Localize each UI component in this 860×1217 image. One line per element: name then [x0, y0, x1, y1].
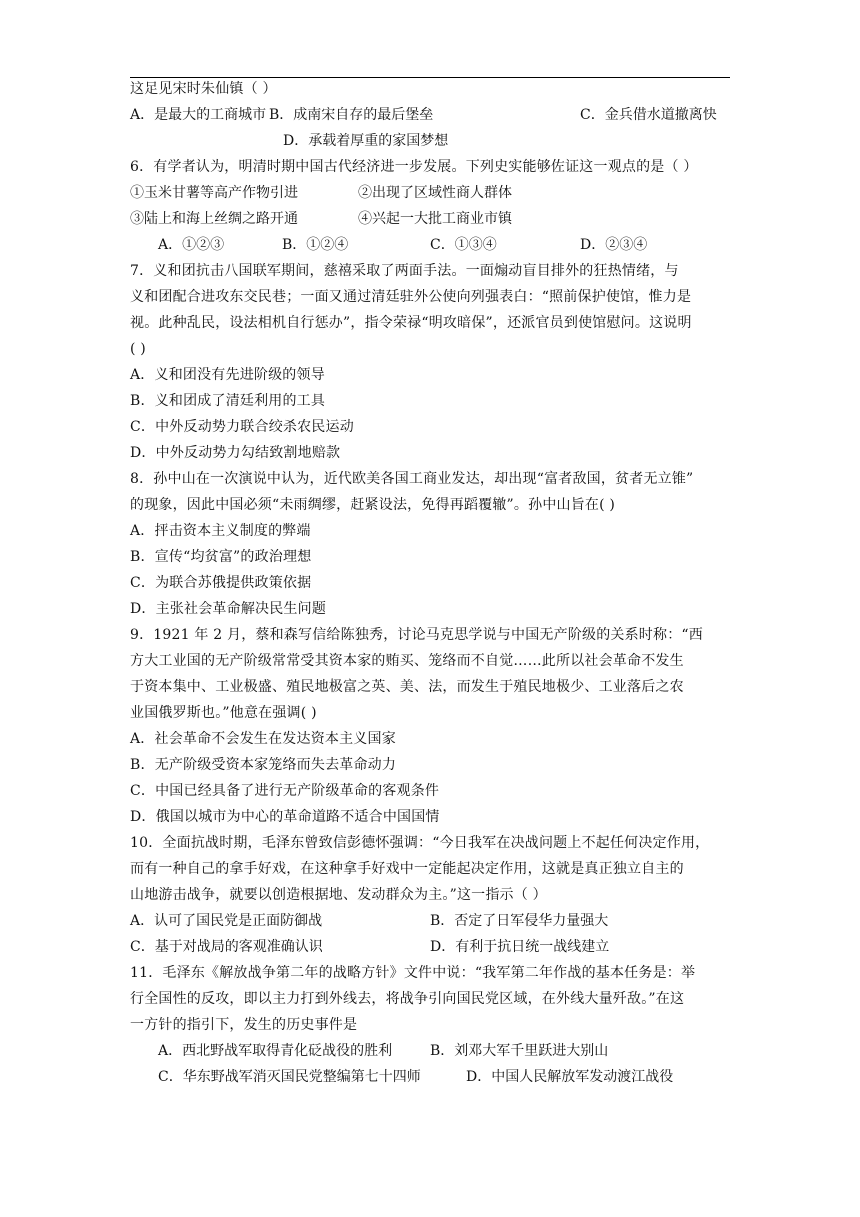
q9-stem-line-1: 9．1921 年 2 月，蔡和森写信给陈独秀，讨论马克思学说与中国无产阶级的关系时称：“西	[130, 627, 703, 643]
q6-item-2: ②出现了区域性商人群体	[358, 185, 512, 201]
q6-item-3: ③陆上和海上丝绸之路开通	[130, 211, 298, 227]
q6-item-4: ④兴起一大批工商业市镇	[358, 211, 512, 227]
q7-option-b: B．义和团成了清廷利用的工具	[130, 393, 326, 409]
q7-stem-line-3: 视。此种乱民，设法相机自行惩办”，指令荣禄“明攻暗保”，还派官员到使馆慰问。这说明	[130, 315, 692, 331]
q5-option-b: B．成南宋自存的最后堡垒	[269, 107, 434, 123]
q7-option-a: A．义和团没有先进阶级的领导	[130, 367, 325, 383]
q10-stem-line-2: 而有一种自己的拿手好戏，在这种拿手好戏中一定能起决定作用，这就是真正独立自主的	[130, 861, 684, 877]
q9-option-b: B．无产阶级受资本家笼络而失去革命动力	[130, 757, 397, 773]
q10-stem-line-3: 山地游击战争，就要以创造根据地、发动群众为主。”这一指示（ ）	[130, 887, 547, 903]
q9-option-a: A．社会革命不会发生在发达资本主义国家	[130, 731, 396, 747]
q10-option-c: C．基于对战局的客观准确认识	[130, 939, 323, 955]
q8-option-b: B．宣传“均贫富”的政治理想	[130, 549, 312, 565]
q6-option-c: C．①③④	[430, 237, 497, 253]
q11-option-c: C．华东野战军消灭国民党整编第七十四师	[158, 1069, 421, 1085]
q11-stem-line-2: 行全国性的反攻，即以主力打到外线去，将战争引向国民党区域，在外线大量歼敌。”在这	[130, 991, 685, 1007]
q11-option-b: B．刘邓大军千里跃进大别山	[430, 1043, 609, 1059]
q8-option-d: D．主张社会革命解决民生问题	[130, 601, 327, 617]
q8-option-a: A．抨击资本主义制度的弊端	[130, 523, 311, 539]
q8-stem-line-1: 8．孙中山在一次演说中认为，近代欧美各国工商业发达，却出现“富者敌国，贫者无立锥”	[130, 471, 694, 487]
q5-option-a: A．是最大的工商城市	[130, 107, 267, 123]
header-rule	[130, 77, 730, 78]
q9-option-d: D．俄国以城市为中心的革命道路不适合中国国情	[130, 809, 440, 825]
q6-option-a: A．①②③	[158, 237, 225, 253]
q11-stem-line-1: 11．毛泽东《解放战争第二年的战略方针》文件中说：“我军第二年作战的基本任务是：举	[130, 965, 696, 981]
q5-stem-tail: 这足见宋时朱仙镇（ ）	[130, 81, 277, 97]
q10-option-a: A．认可了国民党是正面防御战	[130, 913, 323, 929]
q10-stem-line-1: 10．全面抗战时期，毛泽东曾致信彭德怀强调：“今日我军在决战问题上不起任何决定作用，	[130, 835, 710, 851]
q7-stem-line-1: 7．义和团抗击八国联军期间，慈禧采取了两面手法。一面煽动盲目排外的狂热情绪，与	[130, 263, 679, 279]
q7-stem-line-2: 义和团配合进攻东交民巷；一面又通过清廷驻外公使向列强表白：“照前保护使馆，惟力是	[130, 289, 692, 305]
q6-option-b: B．①②④	[282, 237, 349, 253]
q9-stem-line-3: 于资本集中、工业极盛、殖民地极富之英、美、法，而发生于殖民地极少、工业落后之农	[130, 679, 684, 695]
q5-option-d: D．承载着厚重的家国梦想	[283, 133, 449, 149]
q6-option-d: D．②③④	[580, 237, 648, 253]
q11-stem-line-3: 一方针的指引下，发生的历史事件是	[130, 1017, 358, 1033]
q6-item-1: ①玉米甘薯等高产作物引进	[130, 185, 298, 201]
q9-option-c: C．中国已经具备了进行无产阶级革命的客观条件	[130, 783, 440, 799]
q9-stem-line-2: 方大工业国的无产阶级常常受其资本家的贿买、笼络而不自觉……此所以社会革命不发生	[130, 653, 684, 669]
q11-option-a: A．西北野战军取得青化砭战役的胜利	[158, 1043, 393, 1059]
q7-stem-line-4: ( )	[130, 341, 146, 357]
q10-option-b: B．否定了日军侵华力量强大	[430, 913, 609, 929]
q11-option-d: D．中国人民解放军发动渡江战役	[466, 1069, 674, 1085]
q10-option-d: D．有利于抗日统一战线建立	[430, 939, 610, 955]
q7-option-c: C．中外反动势力联合绞杀农民运动	[130, 419, 354, 435]
q6-stem: 6．有学者认为，明清时期中国古代经济进一步发展。下列史实能够佐证这一观点的是（ ）	[130, 159, 698, 175]
q8-option-c: C．为联合苏俄提供政策依据	[130, 575, 312, 591]
q7-option-d: D．中外反动势力勾结致割地赔款	[130, 445, 341, 461]
q5-option-c: C．金兵借水道撤离快	[580, 107, 717, 123]
q9-stem-line-4: 业国俄罗斯也。”他意在强调( )	[130, 705, 317, 721]
q8-stem-line-2: 的现象，因此中国必须“未雨绸缪，赶紧设法，免得再蹈覆辙”。孙中山旨在( )	[130, 497, 616, 513]
